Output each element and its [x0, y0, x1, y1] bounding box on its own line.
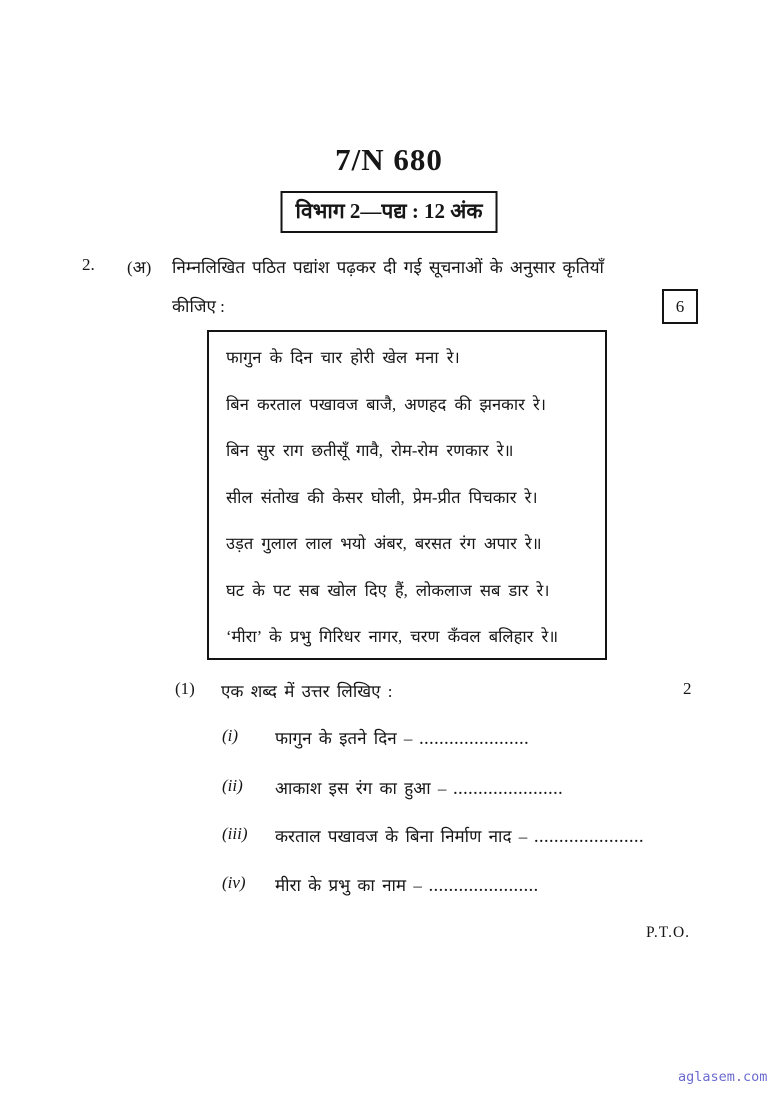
answer-blank-dots: ......................	[534, 831, 645, 846]
poem-line: फागुन के दिन चार होरी खेल मना रे।	[226, 348, 460, 367]
answer-blank-dots: ......................	[429, 880, 540, 895]
question-marks: 6	[675, 296, 685, 316]
item-label-iii: (iii)	[222, 824, 248, 843]
poem-line: उड़त गुलाल लाल भयो अंबर, बरसत रंग अपार रे॥	[226, 534, 542, 553]
item-prompt: आकाश इस रंग का हुआ –	[275, 779, 447, 798]
question-marks-box	[662, 289, 698, 324]
poem-line: सील संतोख की केसर घोली, प्रेम-प्रीत पिचकार रे।	[226, 487, 538, 507]
item-label-i: (i)	[222, 726, 239, 745]
item-text-ii	[275, 776, 564, 799]
pto-label: P.T.O.	[646, 924, 691, 941]
item-text-i	[275, 726, 530, 749]
item-label-ii: (ii)	[222, 776, 243, 795]
poem-line: बिन करताल पखावज बाजै, अणहद की झनकार रे।	[226, 394, 546, 414]
question-instruction-line1: निम्नलिखित पठित पद्यांश पढ़कर दी गई सूचनाओं के अनुसार कृतियाँ	[172, 258, 604, 277]
subquestion-marks: 2	[683, 679, 692, 698]
section-heading-box	[281, 191, 498, 233]
question-sub-label: (अ)	[127, 258, 152, 277]
subquestion-text: एक शब्द में उत्तर लिखिए :	[221, 682, 393, 701]
question-instruction-line2: कीजिए :	[172, 297, 225, 316]
poem-line: घट के पट सब खोल दिए हैं, लोकलाज सब डार रे।	[226, 580, 550, 600]
paper-code: 7/N 680	[335, 142, 443, 177]
poem-line: बिन सुर राग छतीसूँ गावै, रोम-रोम रणकार रे॥	[226, 441, 514, 460]
item-prompt: करताल पखावज के बिना निर्माण नाद –	[275, 827, 528, 846]
section-heading: विभाग 2—पद्य : 12 अंक	[295, 199, 483, 223]
watermark-text: aglasem.com	[678, 1069, 768, 1085]
item-label-iv: (iv)	[222, 873, 246, 892]
subquestion-number: (1)	[175, 679, 195, 698]
poem-line: ‘मीरा’ के प्रभु गिरिधर नागर, चरण कँवल बलिहार रे॥	[226, 627, 559, 646]
item-text-iv	[275, 873, 539, 896]
item-prompt: फागुन के इतने दिन –	[275, 729, 413, 748]
answer-blank-dots: ......................	[419, 733, 530, 748]
poem-box	[207, 330, 607, 660]
question-number: 2.	[82, 255, 95, 274]
item-text-iii	[275, 824, 644, 847]
answer-blank-dots: ......................	[453, 783, 564, 798]
item-prompt: मीरा के प्रभु का नाम –	[275, 876, 422, 895]
